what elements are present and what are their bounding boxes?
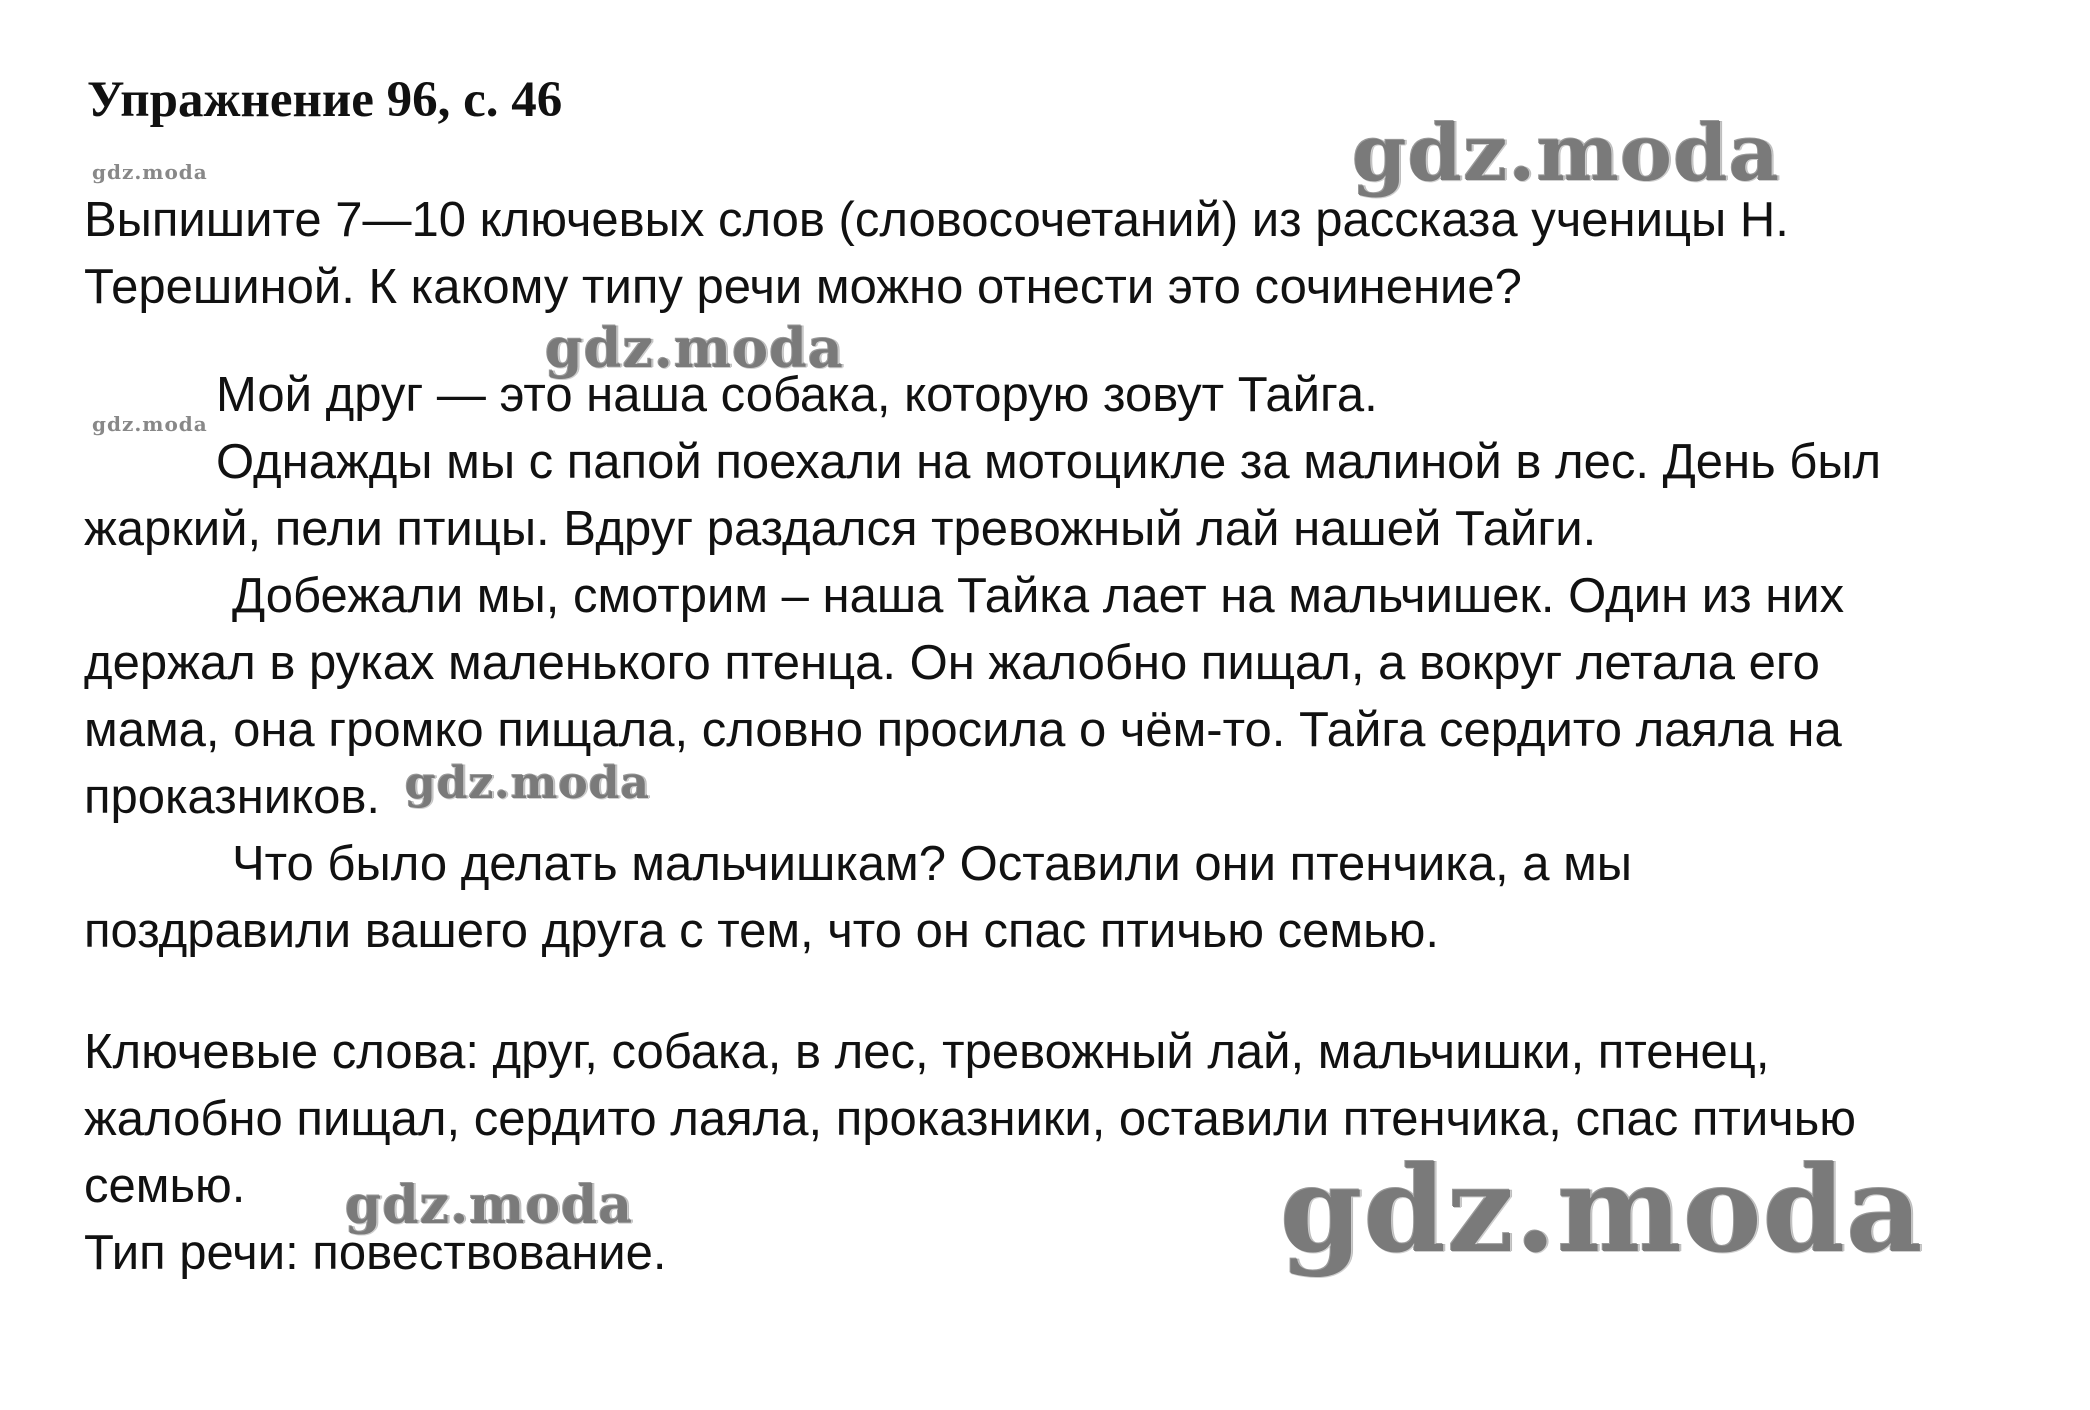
story-paragraph-2 bbox=[84, 429, 2024, 563]
story-paragraph-1 bbox=[84, 362, 2024, 429]
watermark-logo: gdz.moda bbox=[545, 316, 844, 380]
watermark-logo: gdz.moda bbox=[1352, 108, 1781, 199]
story-line: Что было делать мальчишкам? Оставили они птенчика, а мы bbox=[232, 837, 1633, 891]
story-paragraph-3 bbox=[84, 563, 2024, 831]
story-line: Добежали мы, смотрим – наша Тайка лает на мальчишек. Один из них bbox=[232, 569, 1845, 623]
story-line: держал в руках маленького птенца. Он жалобно пищал, а вокруг летала его bbox=[84, 636, 1820, 690]
task-line: Выпишите 7—10 ключевых слов (словосочетаний) из рассказа ученицы Н. bbox=[84, 193, 1789, 247]
story-line: поздравили вашего друга с тем, что он спас птичью семью. bbox=[84, 904, 1439, 958]
keywords-line: Ключевые слова: друг, собака, в лес, тревожный лай, мальчишки, птенец, bbox=[84, 1025, 1770, 1079]
keywords-line: семью. bbox=[84, 1159, 246, 1213]
speech-type-line: Тип речи: повествование. bbox=[84, 1226, 667, 1280]
story-line: мама, она громко пищала, словно просила о чём-то. Тайга сердито лаяла на bbox=[84, 703, 1842, 757]
task-line: Терешиной. К какому типу речи можно отнести это сочинение? bbox=[84, 260, 1522, 314]
watermark-logo-small: gdz.moda bbox=[92, 160, 208, 184]
keywords-line: жалобно пищал, сердито лаяла, проказники, оставили птенчика, спас птичью bbox=[84, 1092, 1856, 1146]
story-line: жаркий, пели птицы. Вдруг раздался тревожный лай нашей Тайги. bbox=[84, 502, 1597, 556]
story-paragraph-4 bbox=[84, 831, 2024, 965]
story-line: проказников. bbox=[84, 770, 381, 824]
story-line: Мой друг — это наша собака, которую зовут Тайга. bbox=[216, 368, 1378, 422]
watermark-logo-small: gdz.moda bbox=[92, 412, 208, 436]
page-title: Упражнение 96, с. 46 bbox=[87, 72, 563, 128]
story-line: Однажды мы с папой поехали на мотоцикле за малиной в лес. День был bbox=[216, 435, 1882, 489]
watermark-logo: gdz.moda bbox=[345, 1175, 634, 1236]
watermark-logo: gdz.moda bbox=[405, 758, 651, 809]
task-text bbox=[84, 187, 2024, 321]
watermark-logo: gdz.moda bbox=[1280, 1140, 1924, 1279]
